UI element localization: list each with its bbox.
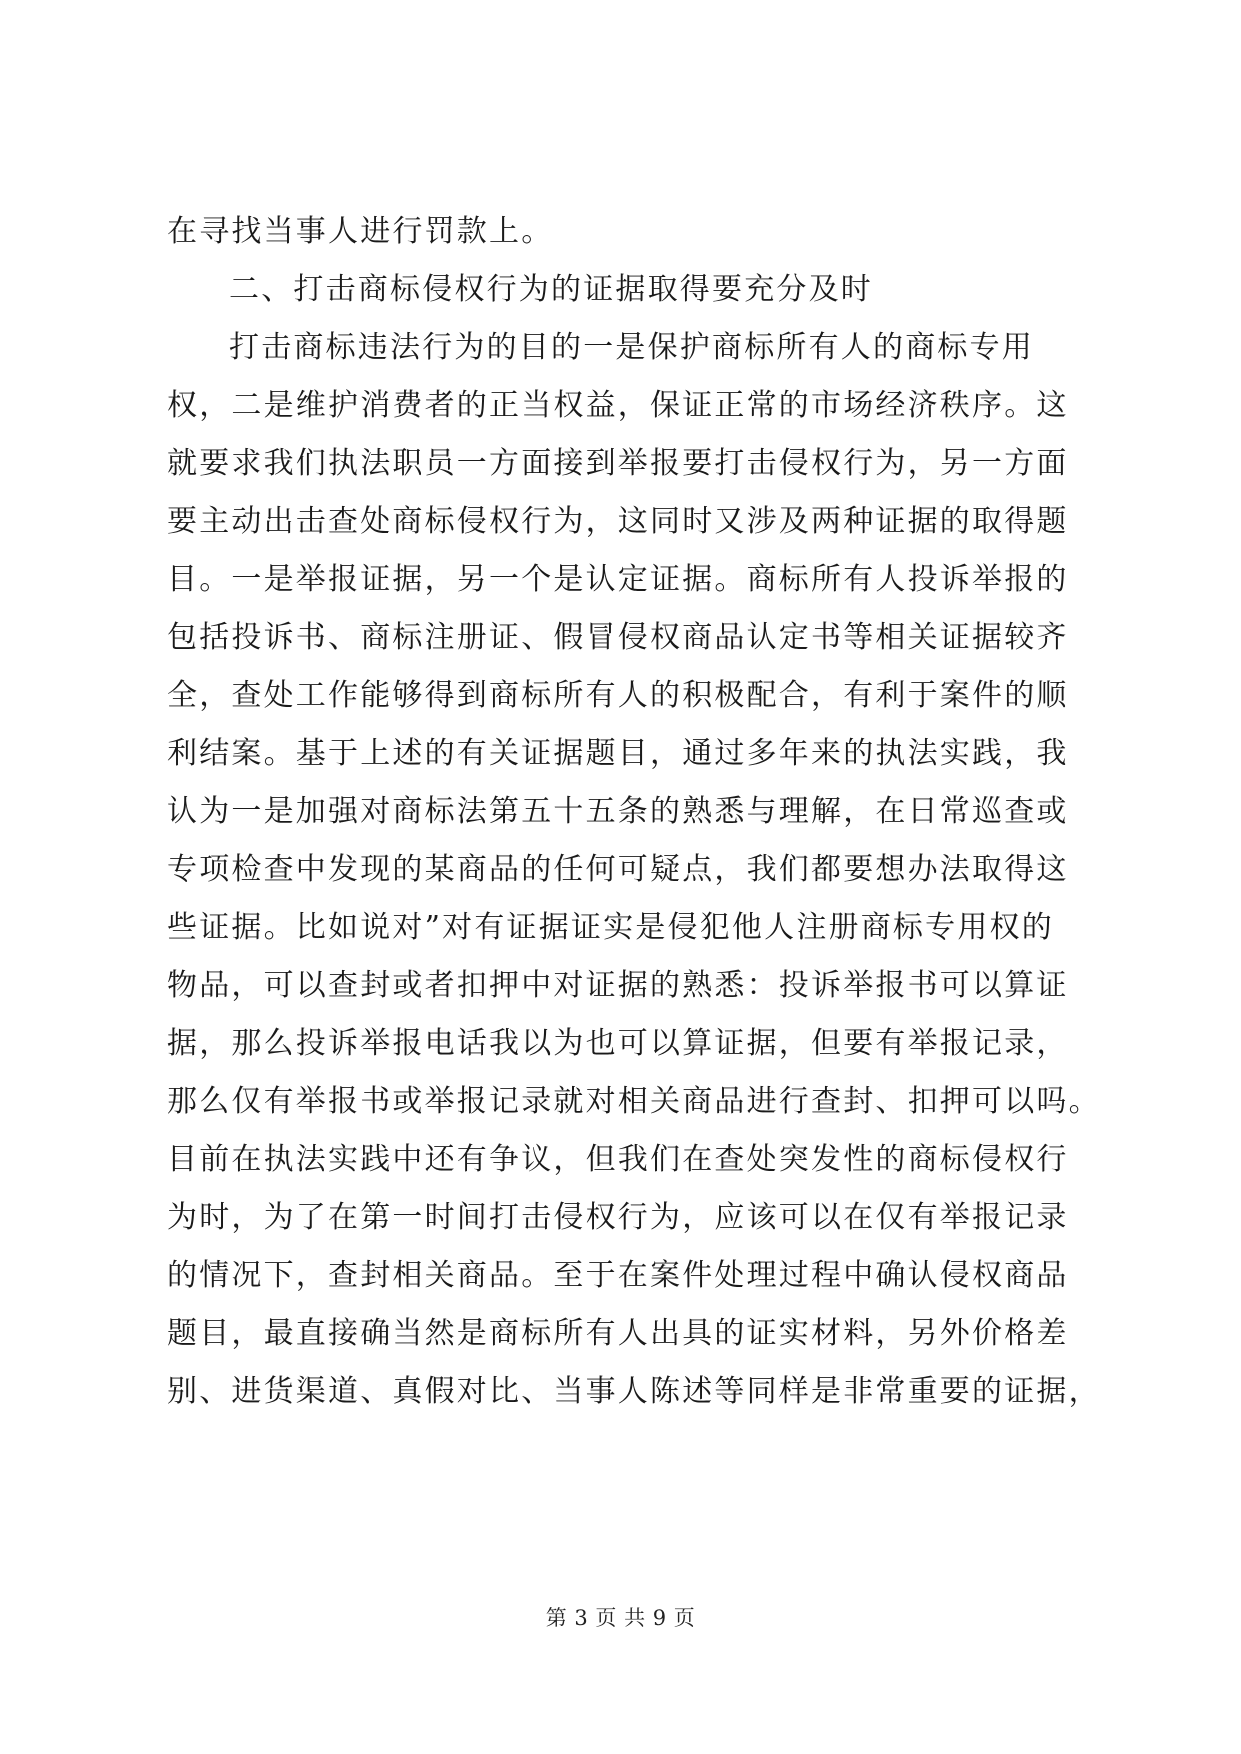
text-line: 利结案。基于上述的有关证据题目，通过多年来的执法实践，我 [167,736,1069,771]
text-line: 为时，为了在第一时间打击侵权行为，应该可以在仅有举报记录 [167,1200,1069,1235]
text-line: 在寻找当事人进行罚款上。 [167,214,554,249]
text-line: 全，查处工作能够得到商标所有人的积极配合，有利于案件的顺 [167,678,1069,713]
text-line: 的情况下，查封相关商品。至于在案件处理过程中确认侵权商品 [167,1258,1069,1293]
text-line: 权，二是维护消费者的正当权益，保证正常的市场经济秩序。这 [167,388,1069,423]
text-line: 要主动出击查处商标侵权行为，这同时又涉及两种证据的取得题 [167,504,1069,539]
text-line: 那么仅有举报书或举报记录就对相关商品进行查封、扣押可以吗。 [167,1084,1101,1119]
text-line: 别、进货渠道、真假对比、当事人陈述等同样是非常重要的证据， [167,1374,1101,1409]
text-line: 些证据。比如说对”对有证据证实是侵犯他人注册商标专用权的 [167,910,1054,945]
text-line: 专项检查中发现的某商品的任何可疑点，我们都要想办法取得这 [167,852,1069,887]
text-line: 就要求我们执法职员一方面接到举报要打击侵权行为，另一方面 [167,446,1069,481]
section-heading: 二、打击商标侵权行为的证据取得要充分及时 [229,272,873,307]
text-line: 目前在执法实践中还有争议，但我们在查处突发性的商标侵权行 [167,1142,1069,1177]
text-line: 物品，可以查封或者扣押中对证据的熟悉：投诉举报书可以算证 [167,968,1069,1003]
text-line: 打击商标违法行为的目的一是保护商标所有人的商标专用 [229,330,1034,365]
text-line: 目。一是举报证据，另一个是认定证据。商标所有人投诉举报的 [167,562,1069,597]
text-line: 题目，最直接确当然是商标所有人出具的证实材料，另外价格差 [167,1316,1069,1351]
text-line: 包括投诉书、商标注册证、假冒侵权商品认定书等相关证据较齐 [167,620,1069,655]
page-number-footer: 第 3 页 共 9 页 [545,1606,696,1630]
text-line: 据，那么投诉举报电话我以为也可以算证据，但要有举报记录， [167,1026,1069,1061]
text-line: 认为一是加强对商标法第五十五条的熟悉与理解，在日常巡查或 [167,794,1069,829]
